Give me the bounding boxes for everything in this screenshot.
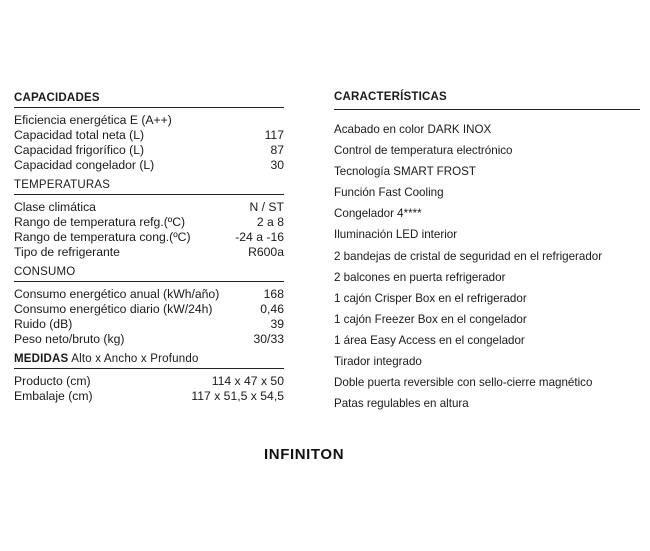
spec-label: Embalaje (cm) — [14, 389, 93, 403]
section-title-consumo: CONSUMO — [14, 266, 284, 282]
spec-row — [14, 245, 284, 260]
spec-label: Producto (cm) — [14, 374, 91, 388]
spec-value: 30 — [270, 158, 284, 172]
features-list — [334, 119, 640, 414]
spec-row — [14, 158, 284, 173]
spec-value: 0,46 — [260, 302, 284, 316]
spec-value: 117 x 51,5 x 54,5 — [191, 389, 284, 403]
capacidades-rows — [14, 113, 284, 173]
feature-item: 2 bandejas de cristal de seguridad en el refrigerador — [334, 249, 603, 263]
section-title-medidas — [14, 353, 284, 369]
spec-value: -24 a -16 — [235, 230, 284, 244]
spec-label: Capacidad congelador (L) — [14, 158, 155, 172]
spec-row — [14, 215, 284, 230]
spec-row — [14, 287, 284, 302]
spec-value: N / ST — [249, 200, 284, 214]
spec-row — [14, 200, 284, 215]
temperaturas-rows — [14, 200, 284, 260]
spec-value: 2 a 8 — [256, 215, 284, 229]
specs-column — [14, 92, 284, 410]
feature-item: Iluminación LED interior — [334, 228, 458, 242]
feature-item: Acabado en color DARK INOX — [334, 123, 492, 136]
spec-row — [14, 143, 284, 158]
spec-row — [14, 128, 284, 143]
feature-item: 1 cajón Freezer Box en el congelador — [334, 312, 527, 326]
spec-label: Capacidad frigorífico (L) — [14, 143, 145, 157]
feature-item: 2 balcones en puerta refrigerador — [334, 270, 506, 284]
spec-row — [14, 113, 284, 128]
spec-row — [14, 332, 284, 347]
section-title-temperaturas: TEMPERATURAS — [14, 179, 284, 195]
feature-item: 1 área Easy Access en el congelador — [334, 333, 525, 347]
spec-value: 117 — [264, 128, 284, 142]
feature-item: Función Fast Cooling — [334, 186, 444, 200]
spec-row — [14, 230, 284, 245]
medidas-rows — [14, 374, 284, 404]
section-title-caracteristicas: CARACTERÍSTICAS — [334, 91, 640, 110]
spec-row — [14, 302, 284, 317]
spec-label: Consumo energético diario (kW/24h) — [14, 302, 213, 316]
spec-label: Peso neto/bruto (kg) — [14, 332, 125, 346]
features-column — [334, 91, 640, 414]
spec-value: 39 — [270, 317, 284, 331]
section-title-capacidades: CAPACIDADES — [14, 92, 284, 108]
feature-item: Patas regulables en altura — [334, 397, 469, 411]
spec-value: 87 — [270, 143, 284, 157]
spec-value: 30/33 — [253, 332, 284, 346]
spec-label: Tipo de refrigerante — [14, 245, 120, 259]
spec-value: 114 x 47 x 50 — [211, 374, 284, 388]
spec-label: Ruido (dB) — [14, 317, 73, 331]
spec-row — [14, 374, 284, 389]
consumo-rows — [14, 287, 284, 347]
spec-value: R600a — [248, 245, 284, 259]
spec-label: Rango de temperatura cong.(ºC) — [14, 230, 191, 244]
spec-label: Consumo energético anual (kWh/año) — [14, 287, 220, 301]
spec-label: Clase climática — [14, 200, 96, 214]
spec-label: Rango de temperatura refg.(ºC) — [14, 215, 186, 229]
feature-item: Tecnología SMART FROST — [334, 165, 476, 179]
medidas-title-rest: Alto x Ancho x Profundo — [68, 353, 199, 365]
feature-item: Congelador 4**** — [334, 207, 422, 221]
feature-item: Doble puerta reversible con sello-cierre magnético — [334, 376, 593, 390]
brand-logo: INFINITON — [264, 446, 345, 463]
spec-label: Eficiencia energética E (A++) — [14, 113, 172, 127]
feature-item: 1 cajón Crisper Box en el refrigerador — [334, 291, 527, 305]
spec-label: Capacidad total neta (L) — [14, 128, 145, 142]
spec-row — [14, 317, 284, 332]
medidas-title-bold: MEDIDAS — [14, 353, 69, 365]
feature-item: Control de temperatura electrónico — [334, 144, 513, 158]
feature-item: Tirador integrado — [334, 355, 422, 369]
spec-value: 168 — [263, 287, 284, 301]
spec-row — [14, 389, 284, 404]
